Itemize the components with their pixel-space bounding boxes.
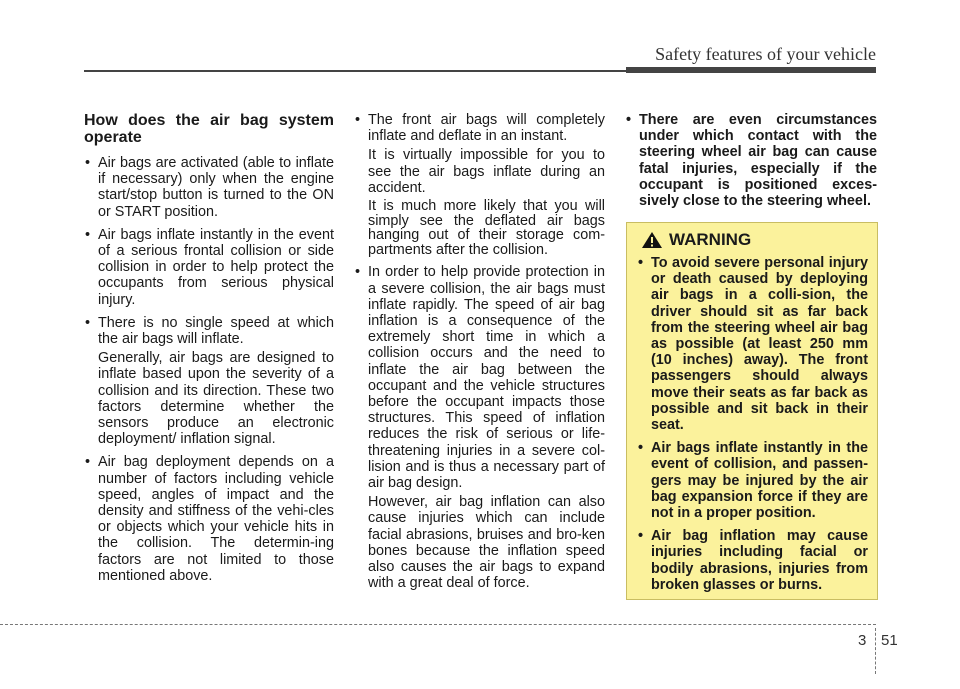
warning-item-seating: • To avoid severe personal injury or death caused by deploying air bags in a colli-sion, the driver should sit as far back from the steering wheel air bag as possible (at least 250 mm (10 inches) away). The front passengers should always move their seats as far back as possible and sit back in their seat. <box>637 255 868 433</box>
bullet-complete-inflate: • The front air bags will completely inflate and deflate in an instant. <box>354 112 605 144</box>
warning-box <box>626 222 878 600</box>
bullet-rapid-inflation: • In order to help provide protection in a severe collision, the air bags must inflate rapidly. The speed of air bag inflation is a consequence of the extremely short time in which a collision occurs and the need to inflate the air bag between the occupant and the vehicle structures before the occupant impacts those structures. This speed of inflation reduces the risk of serious or life-threatening injuries in a severe col-lision and is thus a necessary part of air bag design. <box>354 264 605 491</box>
page-header-title: Safety features of your vehicle <box>655 44 876 64</box>
chapter-number: 3 <box>858 632 867 649</box>
paragraph-design-severity: Generally, air bags are designed to inflate based upon the severity of a collision and its direction. These two factors determine whether the sensors produce an electronic deployment/ inflation signal. <box>98 350 334 448</box>
bullet-no-single-speed: • There is no single speed at which the air bags will inflate. <box>84 315 334 347</box>
column-1 <box>84 112 334 591</box>
warning-title: WARNING <box>669 229 752 249</box>
page-number: 51 <box>881 632 898 649</box>
column-2 <box>354 112 605 598</box>
header-accent-bar <box>626 67 876 73</box>
bullet-inflate-instantly: • Air bags inflate instantly in the event of a serious frontal collision or side collision in order to help protect the occupants from serious physical injury. <box>84 227 334 308</box>
page-number-divider <box>875 628 876 674</box>
footer-rule <box>0 624 876 625</box>
warning-item-inflation-injuries: • Air bag inflation may cause injuries including facial or bodily abrasions, injuries from broken glasses or burns. <box>637 528 868 593</box>
warning-triangle-icon <box>641 231 663 249</box>
bullet-deployment-factors: • Air bag deployment depends on a number of factors including vehicle speed, angles of impact and the density and stiffness of the vehi-cles or objects which your vehicle hits in the collision. The determin-ing factors are not limited to those mentioned above. <box>84 454 334 584</box>
warning-item-expansion-force: • Air bags inflate instantly in the event of collision, and passen-gers may be injured by the air bag expansion force if they are not in a proper position. <box>637 440 868 521</box>
paragraph-deflated-bags: It is much more likely that you will simply see the deflated air bags hanging out of their storage com-partments after the collision. <box>368 198 605 258</box>
section-title: How does the air bag system operate <box>84 112 334 146</box>
paragraph-impossible-to-see: It is virtually impossible for you to see the air bags inflate during an accident. <box>368 147 605 196</box>
warning-header <box>641 231 868 249</box>
column-3 <box>625 112 877 216</box>
paragraph-inflation-injuries: However, air bag inflation can also cause injuries which can include facial abrasions, bruises and bro-ken bones because the inflation speed also causes the air bags to expand with a great deal of force. <box>368 494 605 592</box>
bullet-activation: • Air bags are activated (able to inflate if necessary) only when the engine start/stop button is turned to the ON or START position. <box>84 155 334 220</box>
bullet-fatal-injuries: • There are even circumstances under which contact with the steering wheel air bag can cause fatal injuries, especially if the occupant is positioned exces-sively close to the steering wheel. <box>625 112 877 209</box>
